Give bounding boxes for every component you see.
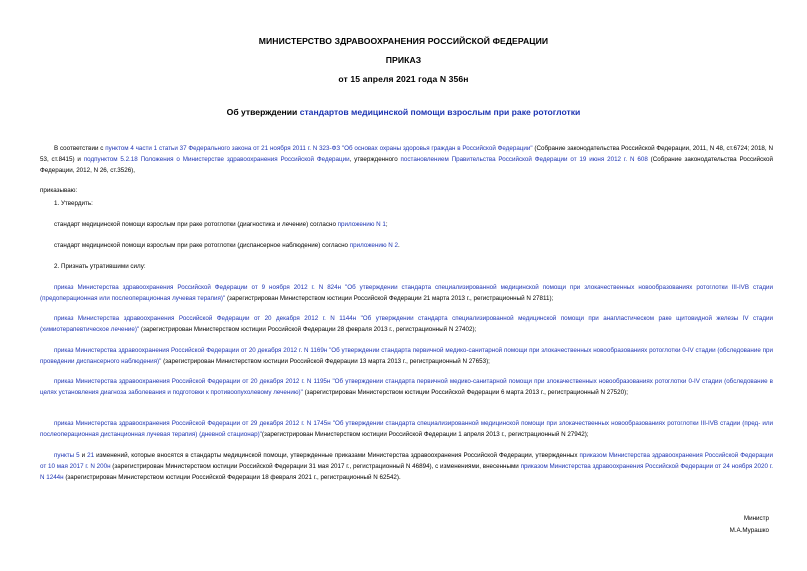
revoked-amendments xyxy=(40,450,773,483)
standard-1-end: ; xyxy=(385,221,388,228)
standard-1-text: стандарт медицинской помощи взрослым при раке ротоглотки (диагностика и лечение) согласно xyxy=(54,221,338,228)
amendment-text-1: и xyxy=(79,452,88,459)
item-1-standard-1 xyxy=(54,219,388,230)
revoked-order-2-text: (зарегистрирован Министерством юстиции Российской Федерации 28 февраля 2013 г., регистрационный N 27402); xyxy=(139,326,477,333)
revoked-order-5-text: (зарегистрирован Министерством юстиции Российской Федерации 1 апреля 2013 г., регистрационный N 27942); xyxy=(261,431,589,438)
doc-type-heading: ПРИКАЗ xyxy=(385,55,422,65)
amendment-point-5-link[interactable]: пункты 5 xyxy=(54,452,80,459)
title-prefix: Об утверждении xyxy=(226,107,300,117)
item-1-heading: 1. Утвердить: xyxy=(54,200,93,207)
item-1-standard-2 xyxy=(54,240,400,251)
standard-2-end: . xyxy=(397,242,400,249)
order-word: приказываю: xyxy=(40,187,78,194)
appendix-1-link[interactable]: приложению N 1 xyxy=(337,221,386,228)
revoked-order-2-link[interactable]: приказ Министерства здравоохранения Российской Федерации от 20 декабря 2012 г. N 1144н "Об утверждении стандарта специализированной медицинской помощи при анапластическом раке щитовидной железы IV стадии (химиотерапевтическое лечение)" xyxy=(40,315,773,333)
amendment-text-3: (зарегистрирован Министерством юстиции Российской Федерации 31 мая 2017 г., регистрационный N 46894), с изменениями, внесенными xyxy=(110,463,521,470)
revoked-order-3 xyxy=(40,345,773,367)
revoked-order-1 xyxy=(40,282,773,304)
appendix-2-link[interactable]: приложению N 2 xyxy=(349,242,398,249)
revoked-order-5 xyxy=(40,418,773,440)
signature-position: Министр xyxy=(743,515,769,522)
preamble-text-4: (Собрание законодательства Российской Федерации, 2012, N 26, ст.3526), xyxy=(40,156,774,174)
revoked-order-1-text: (зарегистрирован Министерством юстиции Российской Федерации 21 марта 2013 г., регистрационный N 27811); xyxy=(225,295,554,302)
date-number-heading: от 15 апреля 2021 года N 356н xyxy=(338,74,469,84)
revoked-order-4 xyxy=(40,376,773,398)
revoked-order-5-link[interactable]: приказ Министерства здравоохранения Российской Федерации от 29 декабря 2012 г. N 1745н "Об утверждении стандарта специализированной медицинской помощи при злокачественных новообразованиях ротоглотки III-IVB стадии (пред- или послеоперационная дистанционная лучевая терапия) (дневной стационар)" xyxy=(40,420,773,438)
revoked-order-4-text: (зарегистрирован Министерством юстиции Российской Федерации 6 марта 2013 г., регистрационный N 27520); xyxy=(302,389,628,396)
ministry-heading: МИНИСТЕРСТВО ЗДРАВООХРАНЕНИЯ РОССИЙСКОЙ ФЕДЕРАЦИИ xyxy=(258,36,549,46)
amendment-order-1244n-link[interactable]: приказом Министерства здравоохранения Российской Федерации от 24 ноября 2020 г. N 1244н xyxy=(40,463,773,481)
preamble-link-law[interactable]: пунктом 4 части 1 статьи 37 Федерального закона от 21 ноября 2011 г. N 323-ФЗ "Об основах охраны здоровья граждан в Российской Федерации" xyxy=(105,145,533,152)
revoked-order-3-link[interactable]: приказ Министерства здравоохранения Российской Федерации от 20 декабря 2012 г. N 1169н "Об утверждении стандарта первичной медико-санитарной помощи при злокачественных новообразованиях ротоглотки 0-IV стадии (обследование при проведении диспансерного наблюдения)" xyxy=(40,347,773,365)
preamble-link-decree[interactable]: постановлением Правительства Российской Федерации от 19 июня 2012 г. N 608 xyxy=(400,156,648,163)
preamble-text-3: , утвержденного xyxy=(349,156,401,163)
preamble-paragraph xyxy=(40,143,773,176)
amendment-text-4: (зарегистрирован Министерством юстиции Российской Федерации 18 февраля 2021 г., регистрационный N 62542). xyxy=(63,474,401,481)
preamble-text-1: В соответствии с xyxy=(54,145,106,152)
item-2-heading: 2. Признать утратившими силу: xyxy=(54,263,146,270)
signature-name: М.А.Мурашко xyxy=(729,527,769,534)
revoked-order-2 xyxy=(40,313,773,335)
amendment-text-2: изменений, которые вносятся в стандарты медицинской помощи, утвержденные приказами Министерства здравоохранения Российской Федерации, утвержденных xyxy=(94,452,580,459)
preamble-link-regulation[interactable]: подпунктом 5.2.18 Положения о Министерстве здравоохранения Российской Федерации xyxy=(83,156,350,163)
amendment-order-200n-link[interactable]: приказом Министерства здравоохранения Российской Федерации от 10 мая 2017 г. N 200н xyxy=(40,452,773,470)
amendment-point-21-link[interactable]: 21 xyxy=(87,452,95,459)
standard-2-text: стандарт медицинской помощи взрослым при раке ротоглотки (диспансерное наблюдение) согласно xyxy=(54,242,350,249)
page-title xyxy=(0,107,807,117)
preamble-text-2: (Собрание законодательства Российской Федерации, 2011, N 48, ст.6724; 2018, N 53, ст.8415) и xyxy=(40,145,773,163)
revoked-order-4-link[interactable]: приказ Министерства здравоохранения Российской Федерации от 20 декабря 2012 г. N 1195н "Об утверждении стандарта первичной медико-санитарной помощи при злокачественных новообразованиях ротоглотки 0-IV стадии (обследование в целях установления диагноза заболевания и подготовки к противоопухолевому лечению)" xyxy=(40,378,773,396)
revoked-order-1-link[interactable]: приказ Министерства здравоохранения Российской Федерации от 9 ноября 2012 г. N 824н "Об утверждении стандарта специализированной медицинской помощи при злокачественных новообразованиях ротоглотки III-IVB стадии (предоперационная или послеоперационная лучевая терапия)" xyxy=(40,284,773,302)
revoked-order-3-text: (зарегистрирован Министерством юстиции Российской Федерации 13 марта 2013 г., регистрационный N 27653); xyxy=(161,358,490,365)
title-link[interactable]: стандартов медицинской помощи взрослым при раке ротоглотки xyxy=(299,107,581,117)
